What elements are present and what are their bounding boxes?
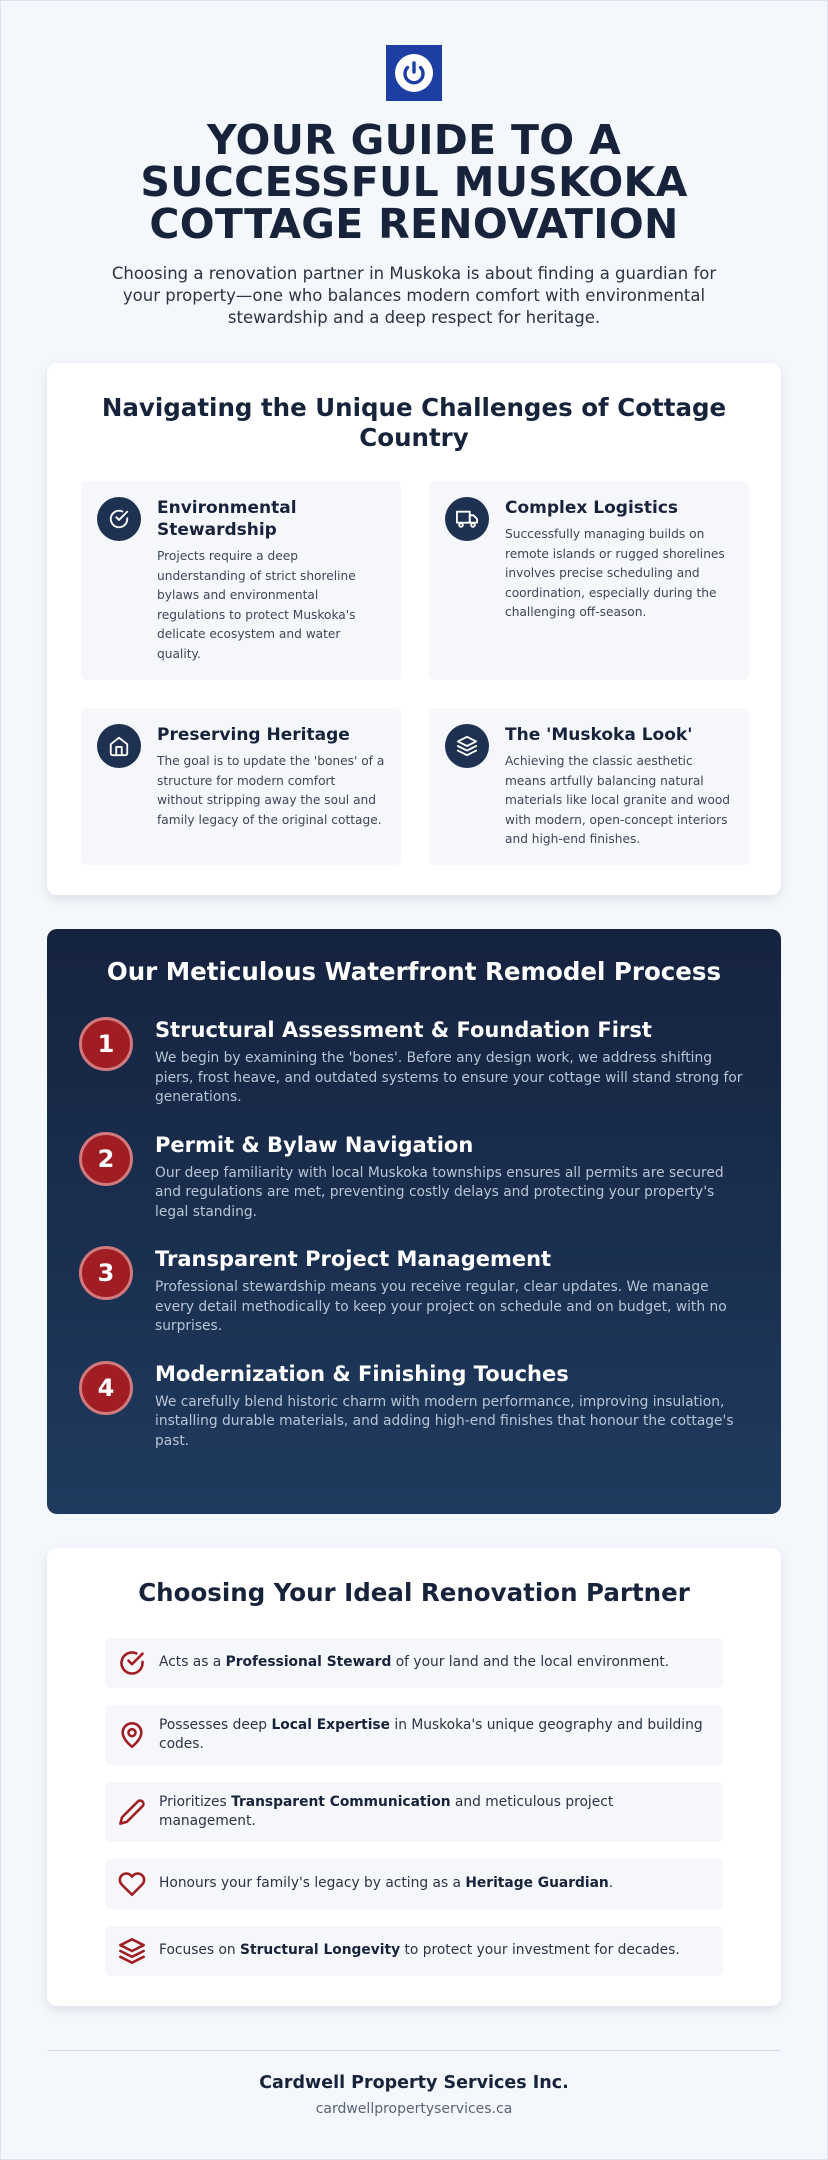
partner-item-text: Prioritizes Transparent Communication and meticulous project management. [159,1793,614,1829]
partner-list [105,1638,723,1976]
footer-company: Cardwell Property Services Inc. [259,2073,569,2093]
check-circle-icon [97,497,141,541]
home-icon [97,724,141,768]
step-number: 1 [79,1017,133,1071]
step-number: 4 [79,1361,133,1415]
challenges-card [47,363,781,895]
challenge-tile [81,708,401,865]
process-step [79,1361,749,1452]
challenges-heading: Navigating the Unique Challenges of Cottage Country [101,393,727,452]
step-text: We begin by examining the 'bones'. Before any design work, we address shifting piers, frost heave, and outdated systems to ensure your cottage will stand strong for generations. [155,1050,743,1105]
step-number: 2 [79,1132,133,1186]
process-step [79,1017,749,1108]
page-title: YOUR GUIDE TO A SUCCESSFUL MUSKOKA COTTAGE RENOVATION [140,116,688,248]
process-heading: Our Meticulous Waterfront Remodel Process [106,957,722,986]
step-title: Permit & Bylaw Navigation [155,1132,474,1157]
challenge-text: The goal is to update the 'bones' of a structure for modern comfort without stripping away the soul and family legacy of the original cottage. [157,754,385,827]
process-section [47,929,781,1514]
step-title: Structural Assessment & Foundation First [155,1018,652,1042]
challenge-text: Projects require a deep understanding of strict shoreline bylaws and environmental regulations to protect Muskoka's delicate ecosystem and water quality. [157,549,356,661]
step-text: Professional stewardship means you receive regular, clear updates. We manage every detail methodically to keep your project on schedule and on budget, with no surprises. [155,1279,727,1334]
truck-icon [445,497,489,541]
challenge-title: Complex Logistics [505,498,679,518]
partner-item-text: Acts as a Professional Steward of your land and the local environment. [159,1654,670,1671]
process-step [79,1132,749,1223]
partner-item [105,1638,723,1688]
challenges-grid [81,481,747,865]
map-pin-icon [117,1720,147,1750]
partner-heading: Choosing Your Ideal Renovation Partner [138,1578,690,1607]
footer-website-link[interactable]: cardwellpropertyservices.ca [315,2101,513,2117]
check-circle-icon [117,1648,147,1678]
heart-icon [117,1869,147,1899]
step-text: Our deep familiarity with local Muskoka townships ensures all permits are secured and regulations are met, preventing costly delays and protecting your property's legal standing. [155,1164,724,1220]
layers-icon [117,1936,147,1966]
challenge-text: Achieving the classic aesthetic means artfully balancing natural materials like local granite and wood with modern, open-concept interiors and high-end finishes. [505,754,731,846]
pen-icon [117,1797,147,1827]
partner-item-text: Possesses deep Local Expertise in Muskoka's unique geography and building codes. [159,1716,703,1752]
logo [386,45,442,101]
challenge-tile [81,481,401,680]
challenge-text: Successfully managing builds on remote islands or rugged shorelines involves precise scheduling and coordination, especially during the challenging off-season. [505,527,725,619]
challenge-title: Environmental Stewardship [157,498,297,540]
partner-item-text: Focuses on Structural Longevity to protect your investment for decades. [159,1942,680,1959]
partner-item-text: Honours your family's legacy by acting as a Heritage Guardian. [159,1875,614,1892]
challenge-title: Preserving Heritage [157,725,350,745]
process-step [79,1246,749,1337]
power-icon [394,53,434,93]
layers-icon [445,724,489,768]
partner-item [105,1859,723,1909]
partner-card [47,1548,781,2006]
step-text: We carefully blend historic charm with modern performance, improving insulation, installing durable materials, and adding high-end finishes that honour the cottage's past. [155,1393,734,1449]
intro-text: Choosing a renovation partner in Muskoka is about finding a guardian for your property—one who balances modern comfort with environmental stewardship and a deep respect for heritage. [111,264,717,327]
step-title: Modernization & Finishing Touches [155,1361,569,1386]
challenge-tile [429,708,749,865]
challenge-tile [429,481,749,680]
step-number: 3 [79,1246,133,1300]
footer-divider [47,2050,781,2051]
partner-item [105,1782,723,1842]
partner-item [105,1926,723,1976]
step-title: Transparent Project Management [155,1247,552,1271]
partner-item [105,1705,723,1765]
challenge-title: The 'Muskoka Look' [505,725,693,745]
